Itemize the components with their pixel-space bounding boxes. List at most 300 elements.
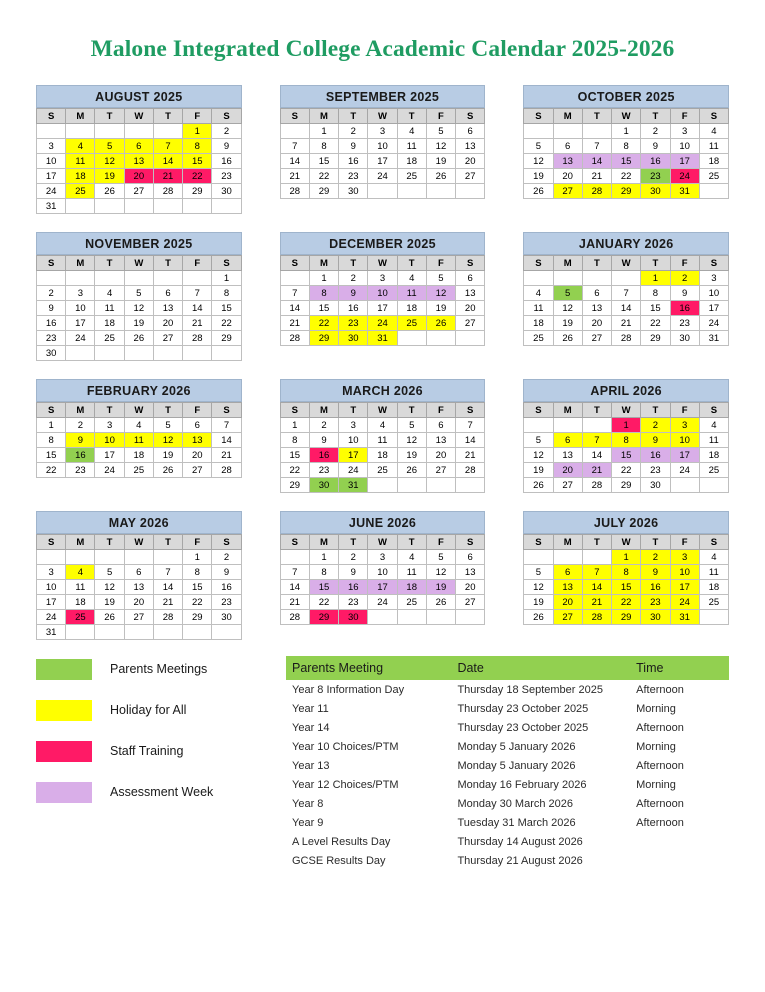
day-cell[interactable]: 24 [339, 463, 368, 478]
day-cell[interactable]: 21 [153, 595, 182, 610]
day-cell[interactable]: 31 [670, 184, 699, 199]
day-cell[interactable]: 11 [66, 580, 95, 595]
day-cell[interactable]: 12 [153, 433, 182, 448]
day-cell[interactable]: 29 [309, 184, 338, 199]
day-cell[interactable]: 6 [153, 286, 182, 301]
day-cell[interactable]: 20 [456, 154, 485, 169]
day-cell[interactable]: 17 [37, 169, 66, 184]
day-cell[interactable]: 14 [582, 448, 611, 463]
day-cell[interactable]: 5 [124, 286, 153, 301]
day-cell[interactable]: 17 [95, 448, 124, 463]
day-cell[interactable]: 26 [124, 331, 153, 346]
day-cell[interactable]: 24 [368, 169, 397, 184]
day-cell[interactable]: 29 [612, 184, 641, 199]
day-cell[interactable]: 14 [212, 433, 241, 448]
day-cell[interactable]: 1 [183, 124, 212, 139]
day-cell[interactable]: 18 [95, 316, 124, 331]
day-cell[interactable]: 17 [670, 448, 699, 463]
day-cell[interactable]: 22 [183, 169, 212, 184]
day-cell[interactable]: 13 [153, 301, 182, 316]
day-cell[interactable]: 23 [641, 463, 670, 478]
day-cell[interactable]: 20 [426, 448, 455, 463]
day-cell[interactable]: 29 [641, 331, 670, 346]
day-cell[interactable]: 22 [37, 463, 66, 478]
day-cell[interactable]: 9 [66, 433, 95, 448]
day-cell[interactable]: 17 [368, 154, 397, 169]
day-cell[interactable]: 13 [553, 154, 582, 169]
day-cell[interactable]: 8 [612, 433, 641, 448]
day-cell[interactable]: 20 [124, 169, 153, 184]
day-cell[interactable]: 29 [612, 478, 641, 493]
day-cell[interactable]: 25 [397, 316, 426, 331]
day-cell[interactable]: 25 [124, 463, 153, 478]
day-cell[interactable]: 4 [368, 418, 397, 433]
day-cell[interactable]: 24 [670, 595, 699, 610]
day-cell[interactable]: 8 [309, 565, 338, 580]
day-cell[interactable]: 1 [612, 124, 641, 139]
day-cell[interactable]: 21 [212, 448, 241, 463]
day-cell[interactable]: 16 [641, 580, 670, 595]
day-cell[interactable]: 7 [582, 139, 611, 154]
day-cell[interactable]: 24 [368, 316, 397, 331]
day-cell[interactable]: 7 [280, 139, 309, 154]
day-cell[interactable]: 2 [670, 271, 699, 286]
day-cell[interactable]: 23 [212, 595, 241, 610]
day-cell[interactable]: 31 [37, 199, 66, 214]
day-cell[interactable]: 10 [37, 580, 66, 595]
day-cell[interactable]: 15 [612, 154, 641, 169]
day-cell[interactable]: 7 [612, 286, 641, 301]
day-cell[interactable]: 3 [699, 271, 728, 286]
day-cell[interactable]: 29 [183, 184, 212, 199]
day-cell[interactable]: 30 [339, 610, 368, 625]
day-cell[interactable]: 12 [426, 286, 455, 301]
day-cell[interactable]: 20 [456, 301, 485, 316]
day-cell[interactable]: 20 [456, 580, 485, 595]
day-cell[interactable]: 28 [582, 478, 611, 493]
day-cell[interactable]: 11 [699, 139, 728, 154]
day-cell[interactable]: 28 [183, 331, 212, 346]
day-cell[interactable]: 31 [37, 625, 66, 640]
day-cell[interactable]: 17 [670, 580, 699, 595]
day-cell[interactable]: 11 [95, 301, 124, 316]
day-cell[interactable]: 14 [582, 154, 611, 169]
day-cell[interactable]: 10 [670, 433, 699, 448]
day-cell[interactable]: 22 [309, 316, 338, 331]
day-cell[interactable]: 26 [397, 463, 426, 478]
day-cell[interactable]: 6 [124, 139, 153, 154]
day-cell[interactable]: 23 [37, 331, 66, 346]
day-cell[interactable]: 24 [37, 184, 66, 199]
day-cell[interactable]: 6 [456, 124, 485, 139]
day-cell[interactable]: 23 [66, 463, 95, 478]
day-cell[interactable]: 22 [309, 595, 338, 610]
day-cell[interactable]: 1 [612, 418, 641, 433]
day-cell[interactable]: 18 [66, 169, 95, 184]
day-cell[interactable]: 13 [553, 580, 582, 595]
day-cell[interactable]: 5 [524, 433, 553, 448]
day-cell[interactable]: 16 [339, 154, 368, 169]
day-cell[interactable]: 30 [339, 184, 368, 199]
day-cell[interactable]: 13 [456, 286, 485, 301]
day-cell[interactable]: 24 [95, 463, 124, 478]
day-cell[interactable]: 2 [309, 418, 338, 433]
day-cell[interactable]: 10 [368, 286, 397, 301]
day-cell[interactable]: 27 [124, 184, 153, 199]
day-cell[interactable]: 9 [37, 301, 66, 316]
day-cell[interactable]: 15 [612, 448, 641, 463]
day-cell[interactable]: 3 [339, 418, 368, 433]
day-cell[interactable]: 23 [309, 463, 338, 478]
day-cell[interactable]: 31 [670, 610, 699, 625]
day-cell[interactable]: 3 [95, 418, 124, 433]
day-cell[interactable]: 8 [612, 139, 641, 154]
day-cell[interactable]: 18 [524, 316, 553, 331]
day-cell[interactable]: 15 [183, 580, 212, 595]
day-cell[interactable]: 11 [124, 433, 153, 448]
day-cell[interactable]: 11 [397, 139, 426, 154]
day-cell[interactable]: 18 [699, 154, 728, 169]
day-cell[interactable]: 27 [553, 184, 582, 199]
day-cell[interactable]: 27 [124, 610, 153, 625]
day-cell[interactable]: 6 [124, 565, 153, 580]
day-cell[interactable]: 14 [183, 301, 212, 316]
day-cell[interactable]: 12 [553, 301, 582, 316]
day-cell[interactable]: 14 [280, 580, 309, 595]
day-cell[interactable]: 13 [456, 139, 485, 154]
day-cell[interactable]: 30 [339, 331, 368, 346]
day-cell[interactable]: 21 [612, 316, 641, 331]
day-cell[interactable]: 19 [95, 595, 124, 610]
day-cell[interactable]: 3 [670, 124, 699, 139]
day-cell[interactable]: 2 [212, 550, 241, 565]
day-cell[interactable]: 13 [426, 433, 455, 448]
day-cell[interactable]: 15 [309, 580, 338, 595]
day-cell[interactable]: 15 [309, 154, 338, 169]
day-cell[interactable]: 13 [582, 301, 611, 316]
day-cell[interactable]: 6 [553, 565, 582, 580]
day-cell[interactable]: 25 [66, 610, 95, 625]
day-cell[interactable]: 21 [456, 448, 485, 463]
day-cell[interactable]: 8 [309, 139, 338, 154]
day-cell[interactable]: 7 [183, 286, 212, 301]
day-cell[interactable]: 24 [670, 463, 699, 478]
day-cell[interactable]: 17 [66, 316, 95, 331]
day-cell[interactable]: 5 [524, 565, 553, 580]
day-cell[interactable]: 15 [280, 448, 309, 463]
day-cell[interactable]: 12 [397, 433, 426, 448]
day-cell[interactable]: 6 [553, 433, 582, 448]
day-cell[interactable]: 15 [641, 301, 670, 316]
day-cell[interactable]: 7 [456, 418, 485, 433]
day-cell[interactable]: 27 [456, 316, 485, 331]
day-cell[interactable]: 12 [426, 565, 455, 580]
day-cell[interactable]: 29 [280, 478, 309, 493]
day-cell[interactable]: 16 [339, 580, 368, 595]
day-cell[interactable]: 25 [699, 169, 728, 184]
day-cell[interactable]: 8 [212, 286, 241, 301]
day-cell[interactable]: 2 [339, 124, 368, 139]
day-cell[interactable]: 31 [368, 331, 397, 346]
day-cell[interactable]: 2 [37, 286, 66, 301]
day-cell[interactable]: 18 [368, 448, 397, 463]
day-cell[interactable]: 6 [456, 550, 485, 565]
day-cell[interactable]: 6 [426, 418, 455, 433]
day-cell[interactable]: 15 [37, 448, 66, 463]
day-cell[interactable]: 23 [339, 595, 368, 610]
day-cell[interactable]: 30 [212, 610, 241, 625]
day-cell[interactable]: 20 [553, 169, 582, 184]
day-cell[interactable]: 19 [95, 169, 124, 184]
day-cell[interactable]: 27 [153, 331, 182, 346]
day-cell[interactable]: 17 [699, 301, 728, 316]
day-cell[interactable]: 12 [524, 448, 553, 463]
day-cell[interactable]: 8 [183, 565, 212, 580]
day-cell[interactable]: 26 [95, 184, 124, 199]
day-cell[interactable]: 2 [641, 550, 670, 565]
day-cell[interactable]: 27 [582, 331, 611, 346]
day-cell[interactable]: 23 [641, 169, 670, 184]
day-cell[interactable]: 4 [66, 565, 95, 580]
day-cell[interactable]: 23 [339, 169, 368, 184]
day-cell[interactable]: 3 [368, 271, 397, 286]
day-cell[interactable]: 3 [368, 124, 397, 139]
day-cell[interactable]: 28 [212, 463, 241, 478]
day-cell[interactable]: 8 [183, 139, 212, 154]
day-cell[interactable]: 11 [368, 433, 397, 448]
day-cell[interactable]: 15 [212, 301, 241, 316]
day-cell[interactable]: 22 [280, 463, 309, 478]
day-cell[interactable]: 27 [426, 463, 455, 478]
day-cell[interactable]: 9 [641, 565, 670, 580]
day-cell[interactable]: 1 [309, 271, 338, 286]
day-cell[interactable]: 21 [582, 595, 611, 610]
day-cell[interactable]: 3 [66, 286, 95, 301]
day-cell[interactable]: 16 [309, 448, 338, 463]
day-cell[interactable]: 12 [95, 580, 124, 595]
day-cell[interactable]: 4 [699, 550, 728, 565]
day-cell[interactable]: 16 [670, 301, 699, 316]
day-cell[interactable]: 30 [309, 478, 338, 493]
day-cell[interactable]: 8 [641, 286, 670, 301]
day-cell[interactable]: 15 [309, 301, 338, 316]
day-cell[interactable]: 25 [699, 595, 728, 610]
day-cell[interactable]: 6 [456, 271, 485, 286]
day-cell[interactable]: 9 [309, 433, 338, 448]
day-cell[interactable]: 31 [699, 331, 728, 346]
day-cell[interactable]: 17 [670, 154, 699, 169]
day-cell[interactable]: 10 [339, 433, 368, 448]
day-cell[interactable]: 20 [553, 463, 582, 478]
day-cell[interactable]: 13 [183, 433, 212, 448]
day-cell[interactable]: 29 [212, 331, 241, 346]
day-cell[interactable]: 6 [553, 139, 582, 154]
day-cell[interactable]: 23 [212, 169, 241, 184]
day-cell[interactable]: 19 [153, 448, 182, 463]
day-cell[interactable]: 4 [524, 286, 553, 301]
day-cell[interactable]: 18 [397, 580, 426, 595]
day-cell[interactable]: 11 [699, 565, 728, 580]
day-cell[interactable]: 17 [339, 448, 368, 463]
day-cell[interactable]: 6 [183, 418, 212, 433]
day-cell[interactable]: 4 [397, 271, 426, 286]
day-cell[interactable]: 30 [670, 331, 699, 346]
day-cell[interactable]: 17 [368, 301, 397, 316]
day-cell[interactable]: 5 [153, 418, 182, 433]
day-cell[interactable]: 21 [280, 595, 309, 610]
day-cell[interactable]: 21 [582, 463, 611, 478]
day-cell[interactable]: 30 [641, 610, 670, 625]
day-cell[interactable]: 10 [37, 154, 66, 169]
day-cell[interactable]: 22 [612, 595, 641, 610]
day-cell[interactable]: 19 [397, 448, 426, 463]
day-cell[interactable]: 16 [212, 580, 241, 595]
day-cell[interactable]: 10 [670, 139, 699, 154]
day-cell[interactable]: 11 [524, 301, 553, 316]
day-cell[interactable]: 18 [124, 448, 153, 463]
day-cell[interactable]: 13 [124, 154, 153, 169]
day-cell[interactable]: 18 [397, 301, 426, 316]
day-cell[interactable]: 21 [153, 169, 182, 184]
day-cell[interactable]: 9 [339, 565, 368, 580]
day-cell[interactable]: 4 [95, 286, 124, 301]
day-cell[interactable]: 16 [641, 154, 670, 169]
day-cell[interactable]: 30 [641, 478, 670, 493]
day-cell[interactable]: 9 [212, 565, 241, 580]
day-cell[interactable]: 19 [524, 463, 553, 478]
day-cell[interactable]: 25 [397, 595, 426, 610]
day-cell[interactable]: 18 [699, 448, 728, 463]
day-cell[interactable]: 12 [95, 154, 124, 169]
day-cell[interactable]: 2 [212, 124, 241, 139]
day-cell[interactable]: 22 [212, 316, 241, 331]
day-cell[interactable]: 16 [66, 448, 95, 463]
day-cell[interactable]: 28 [153, 184, 182, 199]
day-cell[interactable]: 25 [95, 331, 124, 346]
day-cell[interactable]: 7 [153, 565, 182, 580]
day-cell[interactable]: 2 [339, 550, 368, 565]
day-cell[interactable]: 13 [124, 580, 153, 595]
day-cell[interactable]: 24 [368, 595, 397, 610]
day-cell[interactable]: 22 [612, 463, 641, 478]
day-cell[interactable]: 9 [641, 433, 670, 448]
day-cell[interactable]: 2 [66, 418, 95, 433]
day-cell[interactable]: 3 [670, 550, 699, 565]
day-cell[interactable]: 23 [641, 595, 670, 610]
day-cell[interactable]: 4 [397, 550, 426, 565]
day-cell[interactable]: 3 [37, 565, 66, 580]
day-cell[interactable]: 19 [524, 595, 553, 610]
day-cell[interactable]: 20 [153, 316, 182, 331]
day-cell[interactable]: 22 [641, 316, 670, 331]
day-cell[interactable]: 8 [280, 433, 309, 448]
day-cell[interactable]: 27 [553, 610, 582, 625]
day-cell[interactable]: 4 [699, 418, 728, 433]
day-cell[interactable]: 23 [339, 316, 368, 331]
day-cell[interactable]: 29 [309, 331, 338, 346]
day-cell[interactable]: 14 [280, 154, 309, 169]
day-cell[interactable]: 28 [456, 463, 485, 478]
day-cell[interactable]: 1 [280, 418, 309, 433]
day-cell[interactable]: 30 [641, 184, 670, 199]
day-cell[interactable]: 28 [280, 184, 309, 199]
day-cell[interactable]: 4 [124, 418, 153, 433]
day-cell[interactable]: 20 [124, 595, 153, 610]
day-cell[interactable]: 7 [582, 433, 611, 448]
day-cell[interactable]: 19 [553, 316, 582, 331]
day-cell[interactable]: 10 [368, 565, 397, 580]
day-cell[interactable]: 3 [670, 418, 699, 433]
day-cell[interactable]: 8 [309, 286, 338, 301]
day-cell[interactable]: 27 [456, 595, 485, 610]
day-cell[interactable]: 14 [153, 154, 182, 169]
day-cell[interactable]: 19 [426, 580, 455, 595]
day-cell[interactable]: 28 [153, 610, 182, 625]
day-cell[interactable]: 28 [582, 184, 611, 199]
day-cell[interactable]: 16 [339, 301, 368, 316]
day-cell[interactable]: 8 [37, 433, 66, 448]
day-cell[interactable]: 12 [524, 580, 553, 595]
day-cell[interactable]: 5 [426, 550, 455, 565]
day-cell[interactable]: 30 [37, 346, 66, 361]
day-cell[interactable]: 16 [212, 154, 241, 169]
day-cell[interactable]: 3 [37, 139, 66, 154]
day-cell[interactable]: 3 [368, 550, 397, 565]
day-cell[interactable]: 26 [426, 595, 455, 610]
day-cell[interactable]: 21 [280, 169, 309, 184]
day-cell[interactable]: 15 [183, 154, 212, 169]
day-cell[interactable]: 24 [37, 610, 66, 625]
day-cell[interactable]: 19 [426, 154, 455, 169]
day-cell[interactable]: 22 [612, 169, 641, 184]
day-cell[interactable]: 5 [95, 139, 124, 154]
day-cell[interactable]: 28 [280, 331, 309, 346]
day-cell[interactable]: 2 [641, 418, 670, 433]
day-cell[interactable]: 1 [183, 550, 212, 565]
day-cell[interactable]: 7 [582, 565, 611, 580]
day-cell[interactable]: 28 [280, 610, 309, 625]
day-cell[interactable]: 20 [553, 595, 582, 610]
day-cell[interactable]: 26 [426, 169, 455, 184]
day-cell[interactable]: 18 [397, 154, 426, 169]
day-cell[interactable]: 25 [699, 463, 728, 478]
day-cell[interactable]: 24 [66, 331, 95, 346]
day-cell[interactable]: 22 [183, 595, 212, 610]
day-cell[interactable]: 7 [280, 286, 309, 301]
day-cell[interactable]: 5 [426, 124, 455, 139]
day-cell[interactable]: 12 [426, 139, 455, 154]
day-cell[interactable]: 2 [641, 124, 670, 139]
day-cell[interactable]: 15 [612, 580, 641, 595]
day-cell[interactable]: 7 [280, 565, 309, 580]
day-cell[interactable]: 29 [612, 610, 641, 625]
day-cell[interactable]: 9 [212, 139, 241, 154]
day-cell[interactable]: 17 [368, 580, 397, 595]
day-cell[interactable]: 24 [670, 169, 699, 184]
day-cell[interactable]: 11 [699, 433, 728, 448]
day-cell[interactable]: 7 [153, 139, 182, 154]
day-cell[interactable]: 29 [309, 610, 338, 625]
day-cell[interactable]: 12 [124, 301, 153, 316]
day-cell[interactable]: 2 [339, 271, 368, 286]
day-cell[interactable]: 26 [524, 478, 553, 493]
day-cell[interactable]: 4 [397, 124, 426, 139]
day-cell[interactable]: 5 [524, 139, 553, 154]
day-cell[interactable]: 31 [339, 478, 368, 493]
day-cell[interactable]: 25 [368, 463, 397, 478]
day-cell[interactable]: 14 [280, 301, 309, 316]
day-cell[interactable]: 1 [309, 124, 338, 139]
